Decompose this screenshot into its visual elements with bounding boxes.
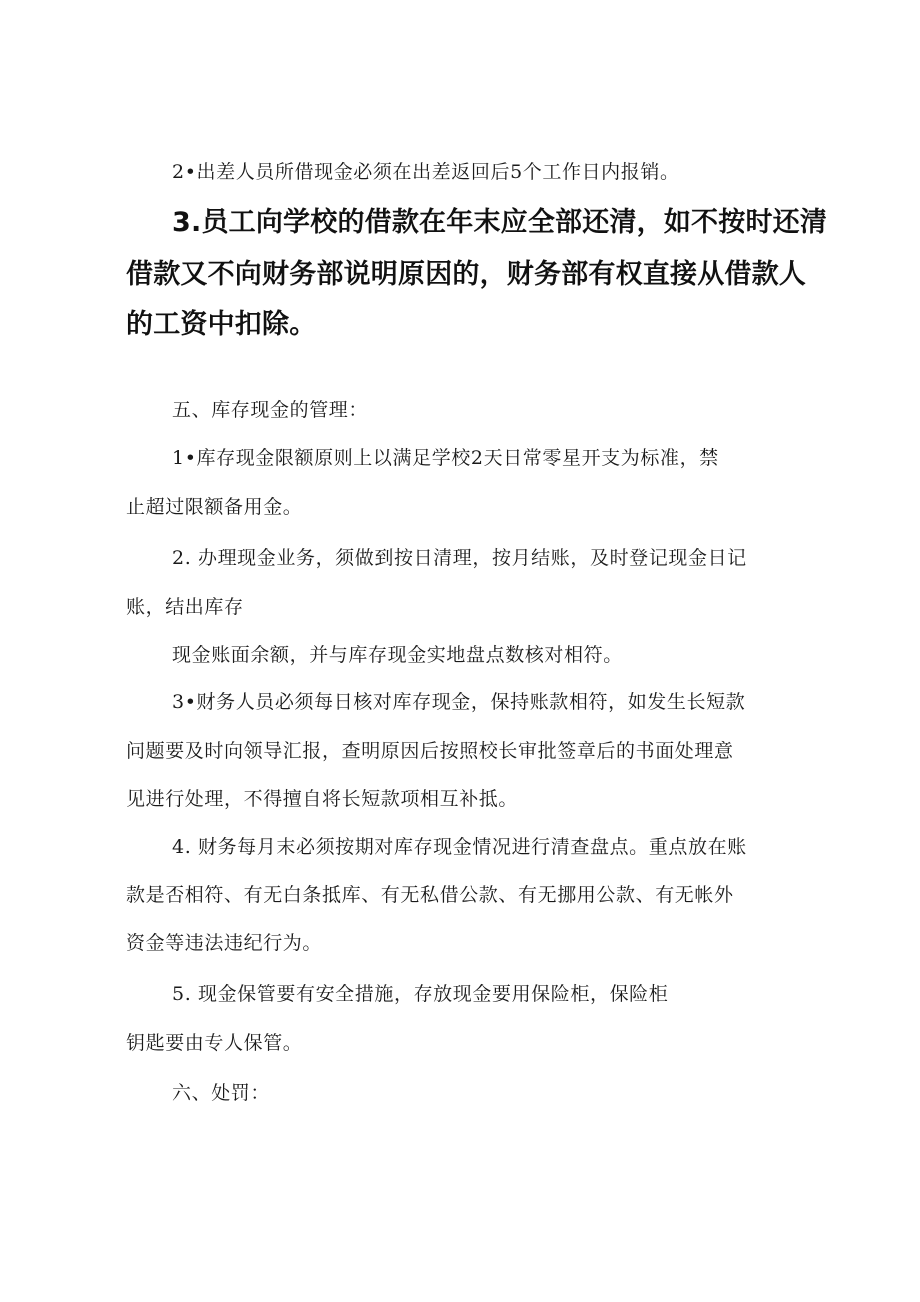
item-2-line-1: 2. 办理现金业务，须做到按日清理，按月结账，及时登记现金日记 [172, 547, 747, 569]
paragraph-employee-loans-line-3: 的工资中扣除。 [126, 309, 317, 340]
section-heading-penalties: 六、处罚： [172, 1082, 271, 1104]
item-5-line-1: 5. 现金保管要有安全措施，存放现金要用保险柜，保险柜 [172, 983, 669, 1005]
paragraph-employee-loans-line-2: 借款又不向财务部说明原因的，财务部有权直接从借款人 [126, 259, 806, 290]
item-3-line-1: 3•财务人员必须每日核对库存现金，保持账款相符，如发生长短款 [172, 691, 746, 713]
item-2-line-3: 现金账面余额，并与库存现金实地盘点数核对相符。 [172, 644, 623, 666]
item-4-line-3: 资金等违法违纪行为。 [126, 932, 323, 954]
item-2-line-2: 账，结出库存 [126, 596, 244, 618]
section-heading-cash-management: 五、库存现金的管理： [172, 399, 369, 421]
item-3-line-3: 见进行处理，不得擅自将长短款项相互补抵。 [126, 788, 519, 810]
item-3-line-2: 问题要及时向领导汇报，查明原因后按照校长审批签章后的书面处理意 [126, 740, 734, 762]
item-1-line-2: 止超过限额备用金。 [126, 496, 303, 518]
item-4-line-2: 款是否相符、有无白条抵库、有无私借公款、有无挪用公款、有无帐外 [126, 884, 734, 906]
item-5-line-2: 钥匙要由专人保管。 [126, 1032, 303, 1054]
item-1-line-1: 1•库存现金限额原则上以满足学校2天日常零星开支为标准，禁 [172, 447, 719, 469]
paragraph-cash-reimbursement: 2•出差人员所借现金必须在出差返回后5个工作日内报销。 [172, 161, 680, 183]
paragraph-employee-loans-line-1: 3.员工向学校的借款在年末应全部还清，如不按时还清 [172, 207, 828, 238]
item-4-line-1: 4. 财务每月末必须按期对库存现金情况进行清查盘点。重点放在账 [172, 836, 747, 858]
